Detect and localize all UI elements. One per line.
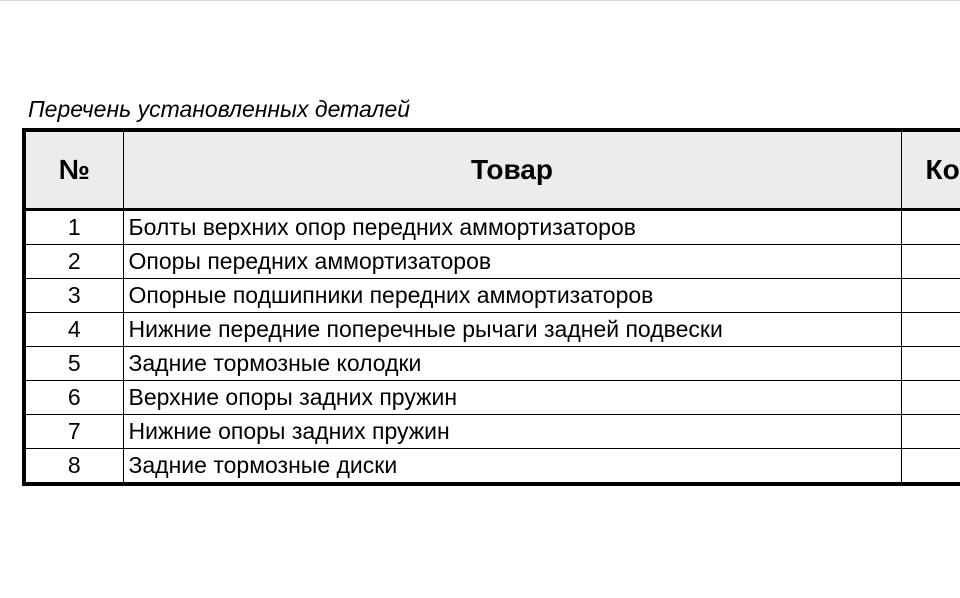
row-item-cell[interactable]: Опоры передних аммортизаторов	[123, 245, 901, 279]
table-row[interactable]	[24, 381, 960, 415]
row-quantity-cell[interactable]	[901, 449, 960, 485]
row-item-cell[interactable]: Опорные подшипники передних аммортизаторов	[123, 279, 901, 313]
row-item-cell[interactable]: Верхние опоры задних пружин	[123, 381, 901, 415]
row-number-cell[interactable]: 7	[24, 415, 123, 449]
row-quantity-cell[interactable]	[901, 279, 960, 313]
row-number-cell[interactable]: 5	[24, 347, 123, 381]
table-row[interactable]	[24, 245, 960, 279]
column-header-quantity[interactable]: Ко	[901, 130, 960, 210]
row-item-cell[interactable]: Задние тормозные диски	[123, 449, 901, 485]
page-top-border	[0, 0, 960, 1]
table-row[interactable]	[24, 279, 960, 313]
row-quantity-cell[interactable]	[901, 415, 960, 449]
table-header-row	[24, 130, 960, 210]
row-quantity-cell[interactable]	[901, 313, 960, 347]
row-quantity-cell[interactable]	[901, 381, 960, 415]
table-row[interactable]	[24, 313, 960, 347]
parts-table	[22, 128, 960, 486]
row-number-cell[interactable]: 1	[24, 210, 123, 245]
column-header-number[interactable]: №	[24, 130, 123, 210]
row-item-cell[interactable]: Болты верхних опор передних аммортизаторов	[123, 210, 901, 245]
table-row[interactable]	[24, 210, 960, 245]
table-row[interactable]	[24, 347, 960, 381]
row-item-cell[interactable]: Нижние передние поперечные рычаги задней подвески	[123, 313, 901, 347]
table-caption: Перечень установленных деталей	[28, 96, 411, 122]
table-row[interactable]	[24, 415, 960, 449]
row-quantity-cell[interactable]	[901, 210, 960, 245]
row-number-cell[interactable]: 8	[24, 449, 123, 485]
row-item-cell[interactable]: Задние тормозные колодки	[123, 347, 901, 381]
row-quantity-cell[interactable]	[901, 347, 960, 381]
column-header-item[interactable]: Товар	[123, 130, 901, 210]
row-number-cell[interactable]: 2	[24, 245, 123, 279]
row-number-cell[interactable]: 3	[24, 279, 123, 313]
row-number-cell[interactable]: 6	[24, 381, 123, 415]
row-number-cell[interactable]: 4	[24, 313, 123, 347]
row-item-cell[interactable]: Нижние опоры задних пружин	[123, 415, 901, 449]
table-row[interactable]	[24, 449, 960, 485]
row-quantity-cell[interactable]	[901, 245, 960, 279]
